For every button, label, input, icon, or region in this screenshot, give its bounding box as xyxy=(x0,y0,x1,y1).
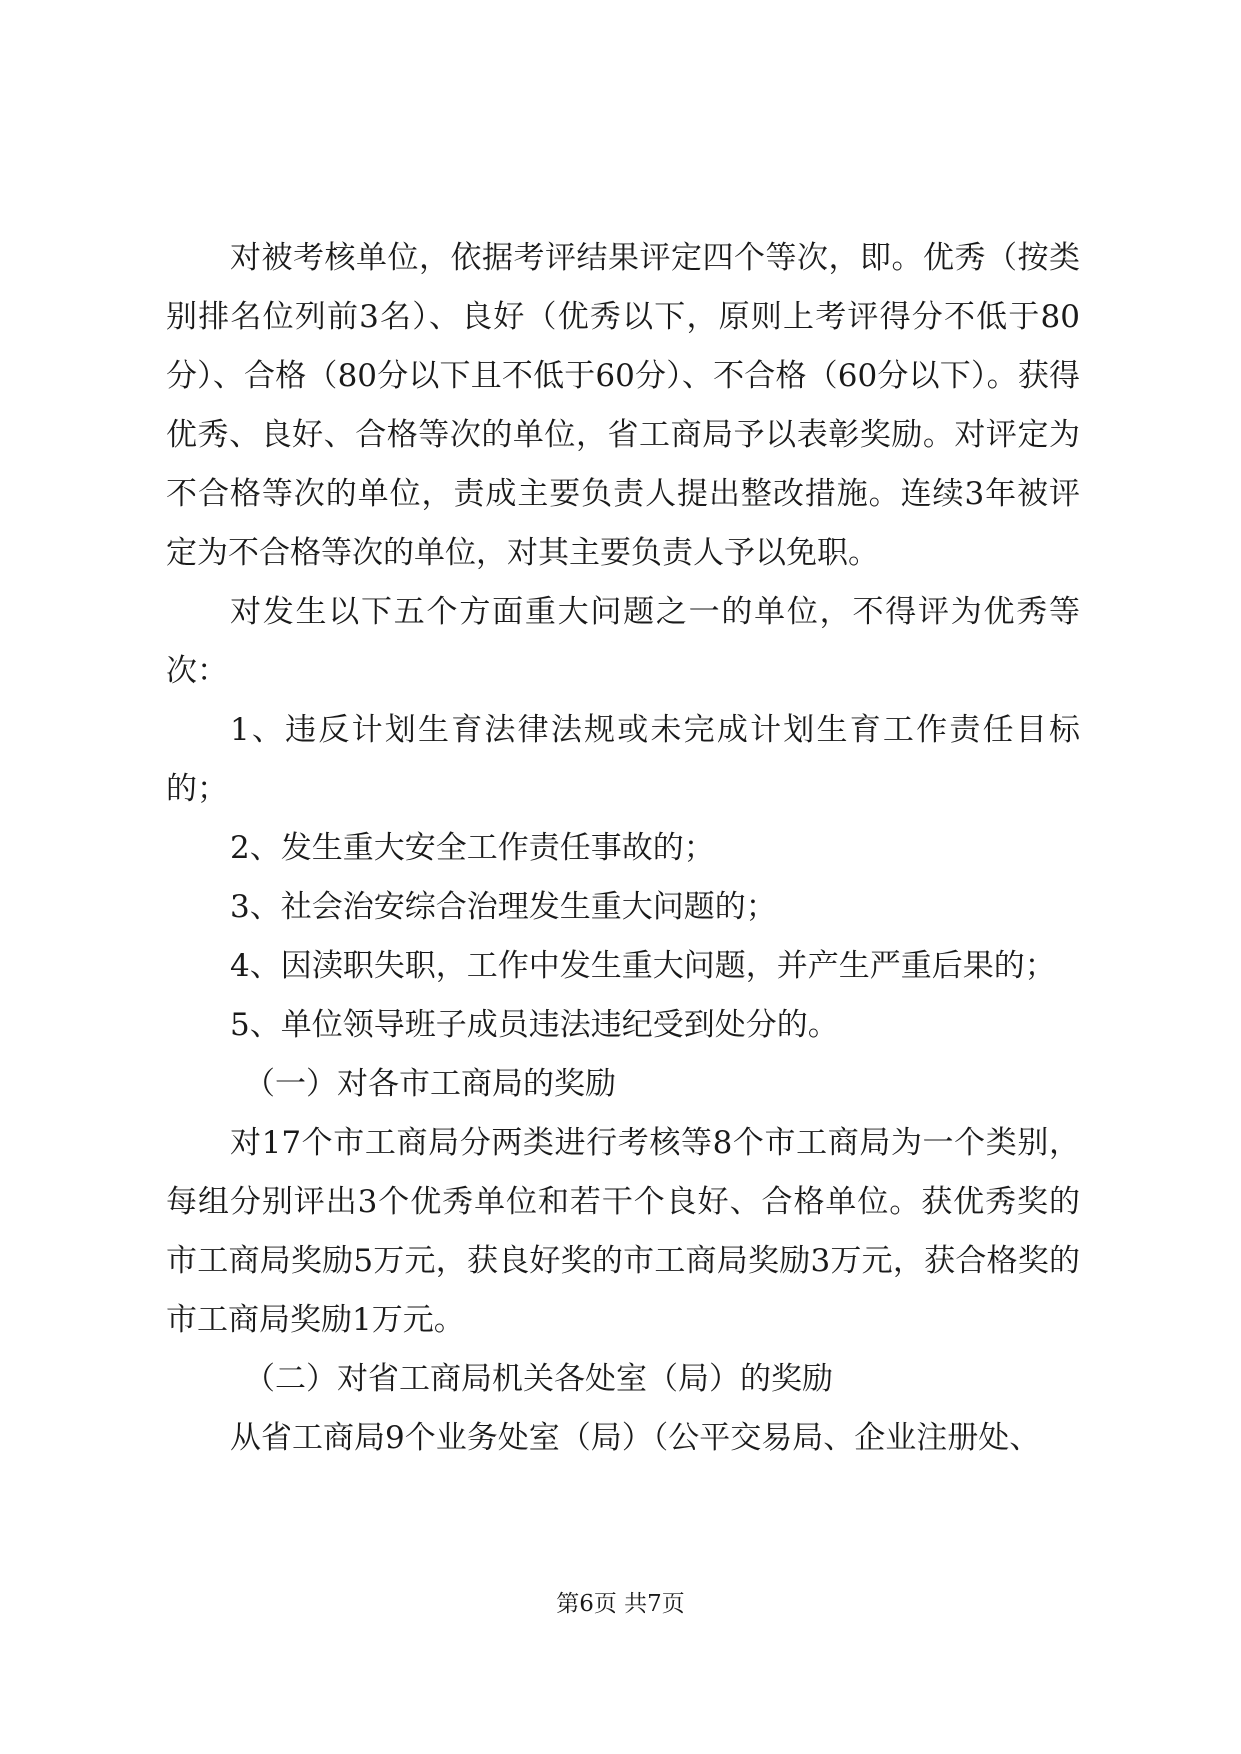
list-item-4: 4、因渎职失职，工作中发生重大问题，并产生严重后果的； xyxy=(230,948,1056,984)
section-heading-city-bureau-rewards: （一）对各市工商局的奖励 xyxy=(244,1066,616,1102)
list-item-1: 1、违反计划生育法律法规或未完成计划生育工作责任目标的； xyxy=(166,712,1080,807)
paragraph-ranking-rules: 对被考核单位，依据考评结果评定四个等次，即。优秀（按类别排名位列前3名）、良好（优秀以下，原则上考评得分不低于80分）、合格（80分以下且不低于60分）、不合格（60分以下）。获得优秀、良好、合格等次的单位，省工商局予以表彰奖励。对评定为不合格等次的单位，责成主要负责人提出整改措施。连续3年被评定为不合格等次的单位，对其主要负责人予以免职。 xyxy=(166,240,1080,571)
document-body xyxy=(166,229,1080,1468)
list-item-2: 2、发生重大安全工作责任事故的； xyxy=(230,830,715,866)
paragraph-city-bureau-rewards: 对17个市工商局分两类进行考核等8个市工商局为一个类别，每组分别评出3个优秀单位和若干个良好、合格单位。获优秀奖的市工商局奖励5万元，获良好奖的市工商局奖励3万元，获合格奖的市工商局奖励1万元。 xyxy=(166,1125,1080,1338)
page-number-footer: 第6页 共7页 xyxy=(556,1591,685,1617)
list-item-5: 5、单位领导班子成员违法违纪受到处分的。 xyxy=(230,1007,839,1043)
section-heading-provincial-office-rewards: （二）对省工商局机关各处室（局）的奖励 xyxy=(244,1361,833,1397)
paragraph-provincial-office-rewards: 从省工商局9个业务处室（局）（公平交易局、企业注册处、 xyxy=(230,1420,1041,1456)
paragraph-disqualification-intro: 对发生以下五个方面重大问题之一的单位，不得评为优秀等次： xyxy=(166,594,1080,689)
list-item-3: 3、社会治安综合治理发生重大问题的； xyxy=(230,889,777,925)
